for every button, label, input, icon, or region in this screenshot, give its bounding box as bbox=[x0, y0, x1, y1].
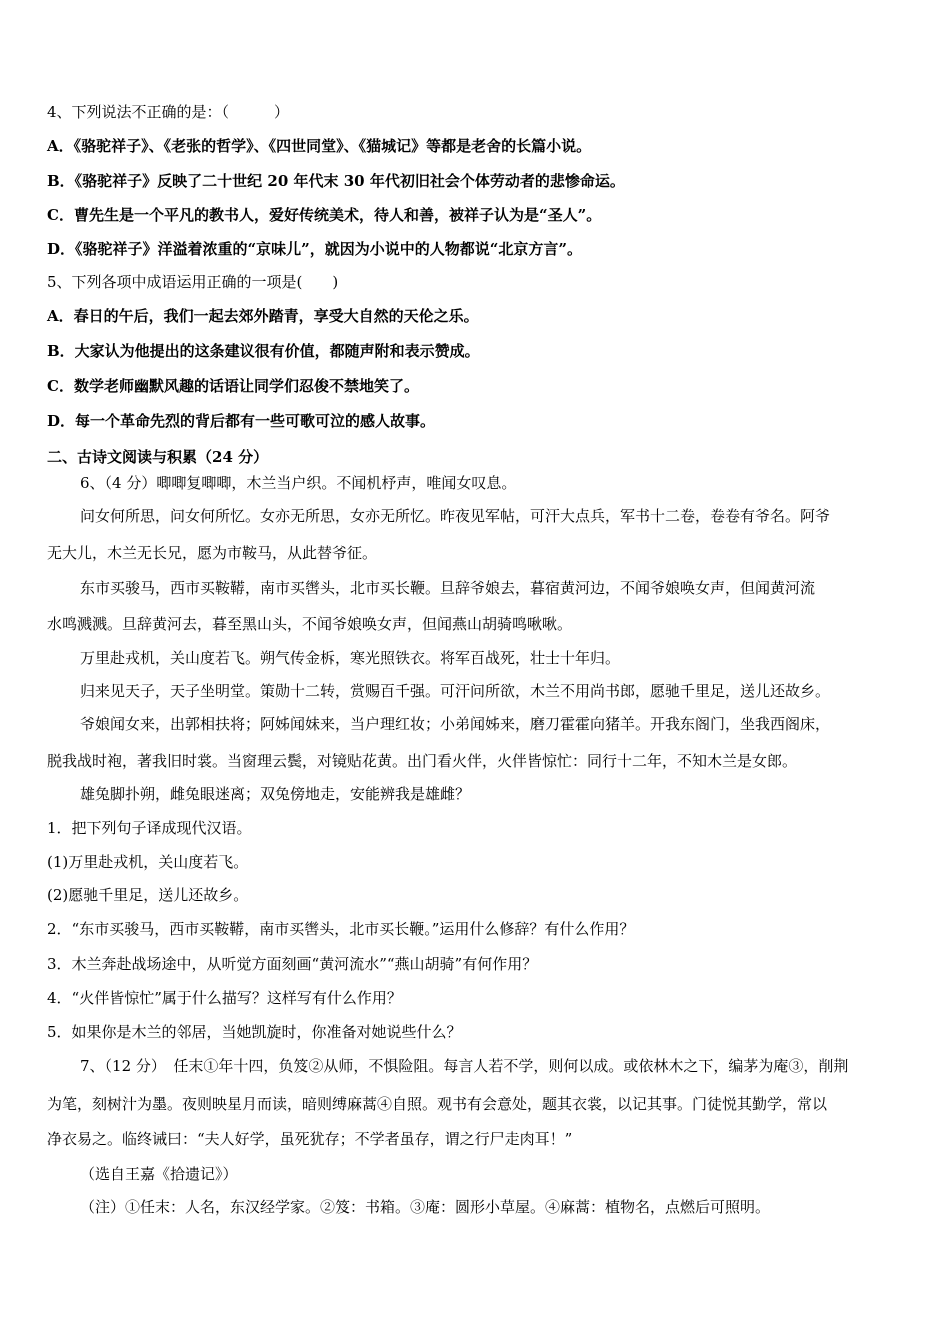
poem-paragraph: 爷娘闻女来，出郭相扶将；阿姊闻妹来，当户理红妆；小弟闻姊来，磨刀霍霍向猪羊。开我东阁门，坐我西阁床， bbox=[80, 715, 831, 733]
question-4-stem: 4、下列说法不正确的是：（ ） bbox=[47, 103, 290, 121]
passage-source: （选自王嘉《拾遗记》） bbox=[80, 1165, 238, 1183]
question-4-option-b: B．《骆驼祥子》反映了二十世纪 20 年代末 30 年代初旧社会个体劳动者的悲惨命运。 bbox=[47, 172, 625, 190]
question-7-passage-cont: 净衣易之。临终诫曰：“夫人好学，虽死犹存；不学者虽存，谓之行尸走肉耳！” bbox=[47, 1130, 573, 1148]
question-4-option-d: D．《骆驼祥子》洋溢着浓重的“京味儿”，就因为小说中的人物都说“北京方言”。 bbox=[47, 240, 583, 258]
sub-question-5: 5．如果你是木兰的邻居，当她凯旋时，你准备对她说些什么？ bbox=[47, 1023, 462, 1041]
question-5-option-d: D．每一个革命先烈的背后都有一些可歌可泣的感人故事。 bbox=[47, 412, 436, 430]
poem-paragraph-cont: 无大儿，木兰无长兄，愿为市鞍马，从此替爷征。 bbox=[47, 544, 378, 562]
sub-question-2: 2．“东市买骏马，西市买鞍鞯，南市买辔头，北市买长鞭。”运用什么修辞？有什么作用？ bbox=[47, 920, 635, 938]
poem-paragraph: 万里赴戎机，关山度若飞。朔气传金柝，寒光照铁衣。将军百战死，壮士十年归。 bbox=[80, 649, 621, 667]
poem-paragraph: 雄兔脚扑朔，雌兔眼迷离；双兔傍地走，安能辨我是雄雌？ bbox=[80, 785, 471, 803]
question-5-option-b: B．大家认为他提出的这条建议很有价值，都随声附和表示赞成。 bbox=[47, 342, 480, 360]
sub-question-1: 1．把下列句子译成现代汉语。 bbox=[47, 819, 252, 837]
question-5-option-c: C．数学老师幽默风趣的话语让同学们忍俊不禁地笑了。 bbox=[47, 377, 419, 395]
poem-paragraph-cont: 脱我战时袍，著我旧时裳。当窗理云鬓，对镜贴花黄。出门看火伴，火伴皆惊忙：同行十二年，不知木兰是女郎。 bbox=[47, 752, 798, 770]
poem-paragraph-cont: 水鸣溅溅。旦辞黄河去，暮至黑山头，不闻爷娘唤女声，但闻燕山胡骑鸣啾啾。 bbox=[47, 615, 573, 633]
section-heading: 二、古诗文阅读与积累（24 分） bbox=[47, 448, 269, 466]
sub-question-1-part-1: (1)万里赴戎机，关山度若飞。 bbox=[47, 853, 249, 871]
question-4-option-c: C．曹先生是一个平凡的教书人，爱好传统美术，待人和善，被祥子认为是“圣人”。 bbox=[47, 206, 602, 224]
sub-question-1-part-2: (2)愿驰千里足，送儿还故乡。 bbox=[47, 886, 249, 904]
sub-question-4: 4．“火伴皆惊忙”属于什么描写？这样写有什么作用？ bbox=[47, 989, 402, 1007]
question-4-option-a: A．《骆驼祥子》、《老张的哲学》、《四世同堂》、《猫城记》等都是老舍的长篇小说。 bbox=[47, 137, 592, 155]
passage-notes: （注）①任末：人名，东汉经学家。②笈：书箱。③庵：圆形小草屋。④麻蒿：植物名，点燃后可照明。 bbox=[80, 1198, 771, 1216]
question-5-stem: 5、下列各项中成语运用正确的一项是( ) bbox=[47, 273, 339, 291]
question-5-option-a: A．春日的午后，我们一起去郊外踏青，享受大自然的天伦之乐。 bbox=[47, 307, 479, 325]
question-7-passage: 7、（12 分） 任末①年十四，负笈②从师，不惧险阻。每言人若不学，则何以成。或依林木之下，编茅为庵③，削荆 bbox=[80, 1057, 849, 1075]
poem-paragraph: 东市买骏马，西市买鞍鞯，南市买辔头，北市买长鞭。旦辞爷娘去，暮宿黄河边，不闻爷娘唤女声，但闻黄河流 bbox=[80, 579, 816, 597]
question-6-intro: 6、（4 分）唧唧复唧唧，木兰当户织。不闻机杼声，唯闻女叹息。 bbox=[80, 474, 517, 492]
question-7-passage-cont: 为笔，刻树汁为墨。夜则映星月而读，暗则缚麻蒿④自照。观书有会意处，题其衣裳，以记其事。门徒悦其勤学，常以 bbox=[47, 1095, 828, 1113]
poem-paragraph: 归来见天子，天子坐明堂。策勋十二转，赏赐百千强。可汗问所欲，木兰不用尚书郎，愿驰千里足，送儿还故乡。 bbox=[80, 682, 831, 700]
poem-paragraph: 问女何所思，问女何所忆。女亦无所思，女亦无所忆。昨夜见军帖，可汗大点兵，军书十二卷，卷卷有爷名。阿爷 bbox=[80, 507, 831, 525]
sub-question-3: 3．木兰奔赴战场途中，从听觉方面刻画“黄河流水”“燕山胡骑”有何作用？ bbox=[47, 955, 538, 973]
